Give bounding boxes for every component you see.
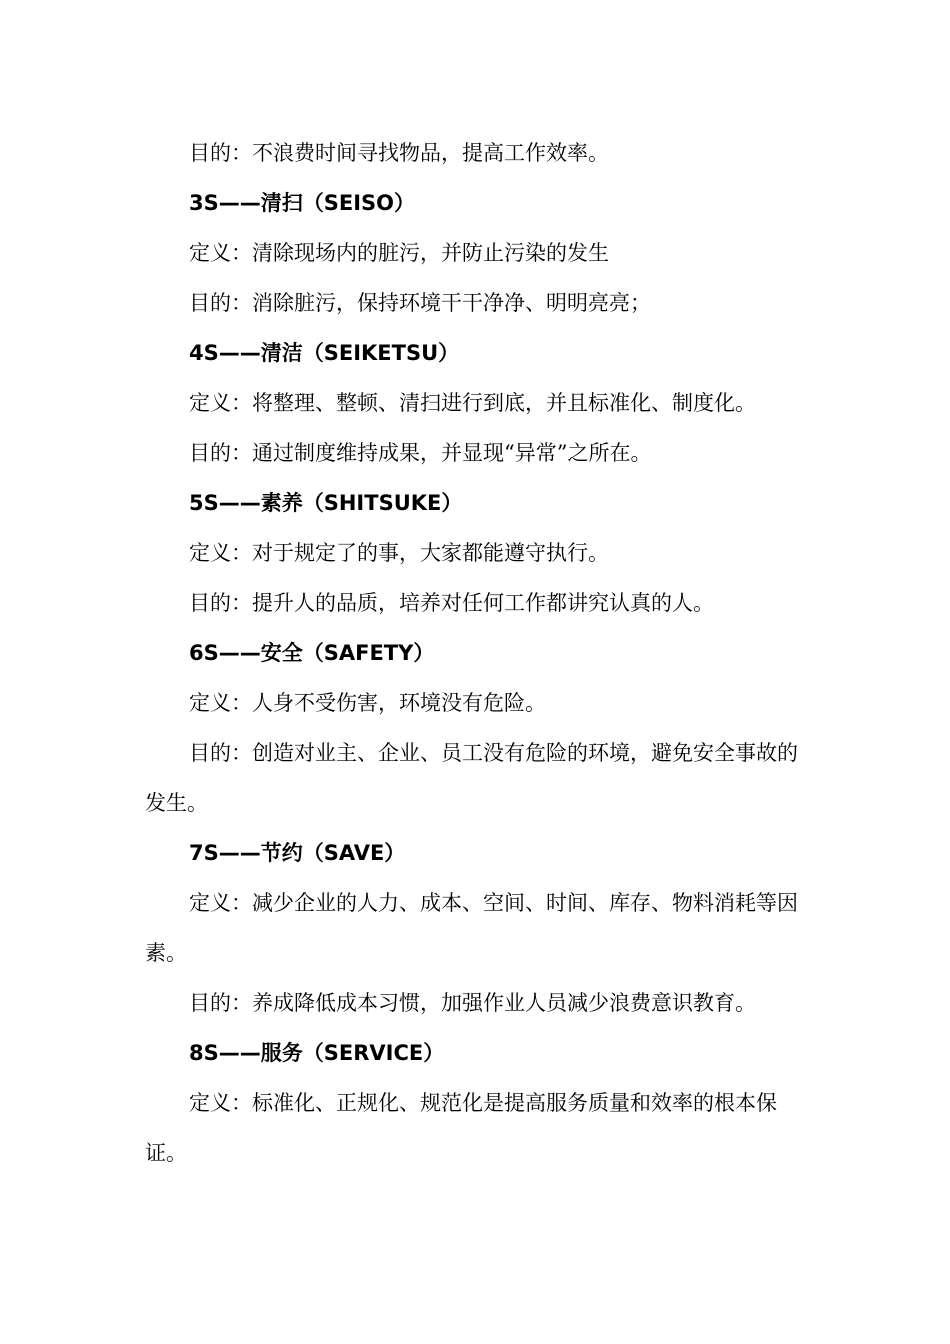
- purpose-paragraph-2s: 目的：不浪费时间寻找物品，提高工作效率。: [189, 141, 609, 165]
- definition-paragraph-8s: 定义：标准化、正规化、规范化是提高服务质量和效率的根本保证。: [145, 1091, 777, 1165]
- purpose-paragraph-3s: 目的：消除脏污，保持环境干干净净、明明亮亮；: [189, 291, 651, 315]
- section-heading-3s: 3S——清扫（SEISO）: [189, 191, 415, 215]
- purpose-paragraph-6s: 目的：创造对业主、企业、员工没有危险的环境，避免安全事故的发生。: [145, 741, 798, 815]
- section-heading-4s: 4S——清洁（SEIKETSU）: [189, 341, 460, 365]
- purpose-paragraph-4s: 目的：通过制度维持成果，并显现“异常”之所在。: [189, 441, 652, 465]
- definition-paragraph-5s: 定义：对于规定了的事，大家都能遵守执行。: [189, 541, 609, 565]
- definition-paragraph-4s: 定义：将整理、整顿、清扫进行到底，并且标准化、制度化。: [189, 391, 756, 415]
- document-body: [145, 128, 810, 1178]
- definition-paragraph-7s: 定义：减少企业的人力、成本、空间、时间、库存、物料消耗等因素。: [145, 891, 798, 965]
- definition-paragraph-6s: 定义：人身不受伤害，环境没有危险。: [189, 691, 546, 715]
- section-heading-6s: 6S——安全（SAFETY）: [189, 641, 435, 665]
- purpose-paragraph-5s: 目的：提升人的品质，培养对任何工作都讲究认真的人。: [189, 591, 714, 615]
- definition-paragraph-3s: 定义：清除现场内的脏污，并防止污染的发生: [189, 241, 609, 265]
- purpose-paragraph-7s: 目的：养成降低成本习惯，加强作业人员减少浪费意识教育。: [189, 991, 756, 1015]
- section-heading-5s: 5S——素养（SHITSUKE）: [189, 491, 463, 515]
- section-heading-7s: 7S——节约（SAVE）: [189, 841, 406, 865]
- section-heading-8s: 8S——服务（SERVICE）: [189, 1041, 445, 1065]
